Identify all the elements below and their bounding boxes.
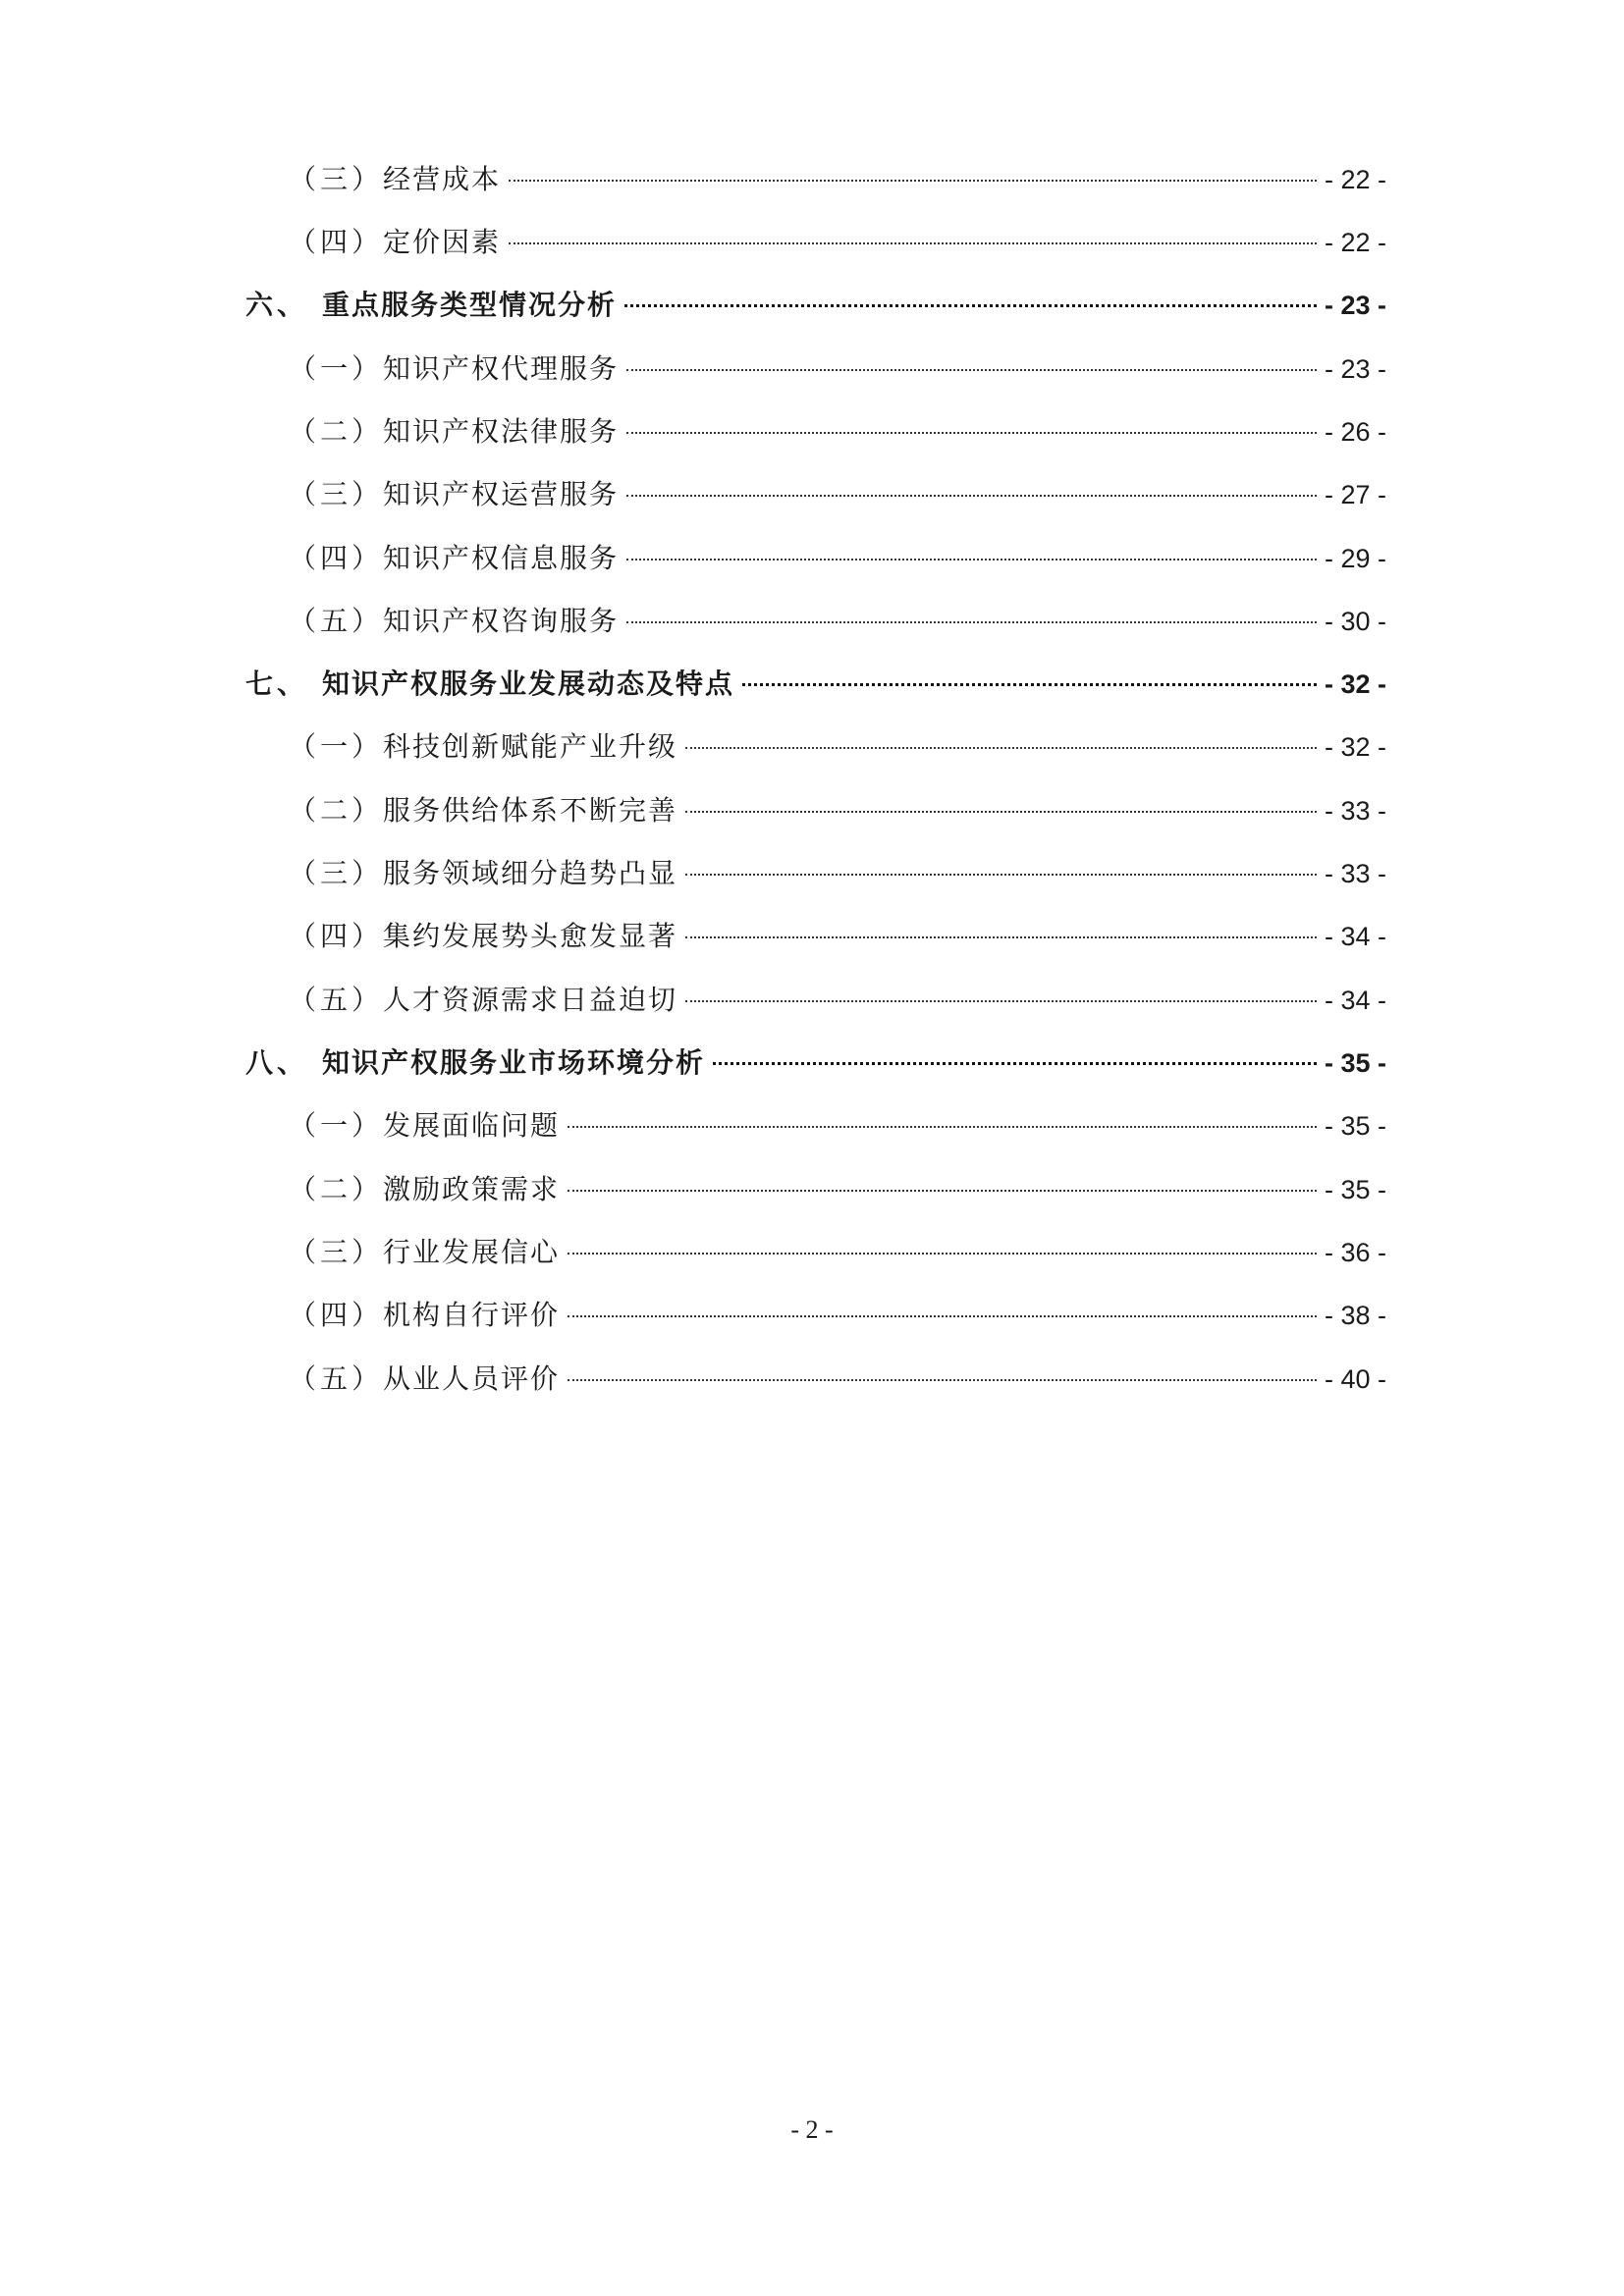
toc-entry-number: （五） — [289, 1362, 384, 1395]
dot-leader — [509, 180, 1317, 182]
toc-entry-sub[interactable] — [289, 1360, 1386, 1399]
toc-entry-number: 七、 — [245, 667, 309, 700]
toc-entry-page: - 38 - — [1324, 1301, 1386, 1330]
toc-entry-title: 激励政策需求 — [383, 1173, 561, 1205]
toc-entry-sub[interactable] — [289, 1170, 1386, 1209]
toc-entry-page: - 34 - — [1324, 986, 1386, 1015]
toc-entry-title: 重点服务类型情况分析 — [322, 289, 618, 321]
toc-entry-page: - 32 - — [1324, 669, 1386, 699]
toc-entry-chapter[interactable] — [245, 665, 1386, 704]
toc-entry-title: 知识产权运营服务 — [383, 478, 620, 510]
toc-entry-title: 集约发展势头愈发显著 — [383, 920, 678, 952]
toc-entry-number: 八、 — [245, 1046, 309, 1079]
toc-entry-page: - 30 - — [1324, 607, 1386, 636]
toc-entry-page: - 32 - — [1324, 732, 1386, 762]
toc-entry-title: 服务供给体系不断完善 — [383, 794, 678, 827]
toc-entry-page: - 22 - — [1324, 165, 1386, 194]
dot-leader — [509, 242, 1317, 244]
toc-entry-page: - 35 - — [1324, 1175, 1386, 1204]
toc-entry-page: - 23 - — [1324, 291, 1386, 320]
dot-leader — [568, 1315, 1317, 1317]
page-footer-number: - 2 - — [790, 2115, 834, 2144]
toc-entry-sub[interactable] — [289, 791, 1386, 830]
toc-entry-sub[interactable] — [289, 917, 1386, 956]
dot-leader — [685, 1000, 1317, 1002]
toc-entry-title: 知识产权服务业市场环境分析 — [322, 1046, 706, 1079]
toc-entry-number: （一） — [289, 352, 384, 385]
toc-entry-sub[interactable] — [289, 1296, 1386, 1335]
toc-entry-sub[interactable] — [289, 602, 1386, 641]
dot-leader — [626, 432, 1317, 434]
toc-entry-sub[interactable] — [289, 475, 1386, 514]
toc-entry-page: - 23 - — [1324, 354, 1386, 384]
toc-entry-number: （四） — [289, 1299, 384, 1331]
toc-entry-number: （三） — [289, 857, 384, 889]
toc-entry-title: 知识产权法律服务 — [383, 415, 620, 448]
toc-entry-title: 经营成本 — [383, 163, 502, 195]
toc-entry-page: - 35 - — [1324, 1048, 1386, 1078]
toc-entry-page: - 26 - — [1324, 417, 1386, 447]
toc-entry-title: 发展面临问题 — [383, 1109, 561, 1142]
toc-entry-title: 行业发展信心 — [383, 1236, 561, 1268]
toc-entry-number: （三） — [289, 1236, 384, 1268]
toc-entry-page: - 35 - — [1324, 1111, 1386, 1141]
toc-entry-chapter[interactable] — [245, 1043, 1386, 1083]
toc-entry-number: （一） — [289, 730, 384, 763]
dot-leader — [626, 621, 1317, 623]
toc-entry-number: （四） — [289, 542, 384, 574]
toc-entry-number: （三） — [289, 163, 384, 195]
toc-entry-number: （五） — [289, 984, 384, 1016]
toc-entry-title: 知识产权信息服务 — [383, 542, 620, 574]
toc-entry-page: - 36 - — [1324, 1238, 1386, 1267]
toc-entry-page: - 29 - — [1324, 544, 1386, 573]
toc-entry-title: 从业人员评价 — [383, 1362, 561, 1395]
toc-entry-title: 服务领域细分趋势凸显 — [383, 857, 678, 889]
toc-entry-page: - 33 - — [1324, 859, 1386, 888]
toc-entry-page: - 22 - — [1324, 228, 1386, 257]
toc-entry-page: - 40 - — [1324, 1364, 1386, 1394]
toc-entry-number: （二） — [289, 794, 384, 827]
toc-entry-number: （四） — [289, 226, 384, 258]
toc-entry-number: （一） — [289, 1109, 384, 1142]
dot-leader — [685, 874, 1317, 876]
toc-entry-number: （二） — [289, 1173, 384, 1205]
toc-entry-sub[interactable] — [289, 349, 1386, 389]
toc-entry-sub[interactable] — [289, 1233, 1386, 1272]
toc-entry-page: - 27 - — [1324, 480, 1386, 509]
toc-entry-title: 机构自行评价 — [383, 1299, 561, 1331]
dot-leader — [568, 1253, 1317, 1255]
toc-entry-title: 知识产权咨询服务 — [383, 605, 620, 637]
toc-entry-number: （二） — [289, 415, 384, 448]
dot-leader — [713, 1062, 1317, 1065]
toc-entry-sub[interactable] — [289, 981, 1386, 1020]
toc-entry-title: 人才资源需求日益迫切 — [383, 984, 678, 1016]
dot-leader — [626, 369, 1317, 371]
dot-leader — [568, 1190, 1317, 1192]
toc-entry-sub[interactable] — [289, 223, 1386, 262]
dot-leader — [626, 495, 1317, 497]
dot-leader — [624, 304, 1317, 307]
toc-entry-number: （三） — [289, 478, 384, 510]
toc-entry-page: - 34 - — [1324, 922, 1386, 951]
toc-entry-sub[interactable] — [289, 727, 1386, 767]
toc-entry-number: （五） — [289, 605, 384, 637]
toc-entry-sub[interactable] — [289, 539, 1386, 578]
toc-entry-title: 定价因素 — [383, 226, 502, 258]
toc-entry-number: （四） — [289, 920, 384, 952]
toc-entry-title: 科技创新赋能产业升级 — [383, 730, 678, 763]
dot-leader — [685, 747, 1317, 749]
toc-entry-sub[interactable] — [289, 1106, 1386, 1146]
toc-entry-chapter[interactable] — [245, 286, 1386, 325]
dot-leader — [685, 936, 1317, 938]
toc-entry-sub[interactable] — [289, 160, 1386, 199]
dot-leader — [742, 683, 1317, 686]
toc-entry-sub[interactable] — [289, 854, 1386, 893]
dot-leader — [568, 1379, 1317, 1381]
toc-entry-number: 六、 — [245, 289, 309, 321]
dot-leader — [626, 559, 1317, 561]
toc-entry-page: - 33 - — [1324, 796, 1386, 826]
dot-leader — [568, 1126, 1317, 1128]
toc-entry-sub[interactable] — [289, 412, 1386, 452]
toc-entry-title: 知识产权代理服务 — [383, 352, 620, 385]
dot-leader — [685, 811, 1317, 813]
toc-entry-title: 知识产权服务业发展动态及特点 — [322, 667, 735, 700]
